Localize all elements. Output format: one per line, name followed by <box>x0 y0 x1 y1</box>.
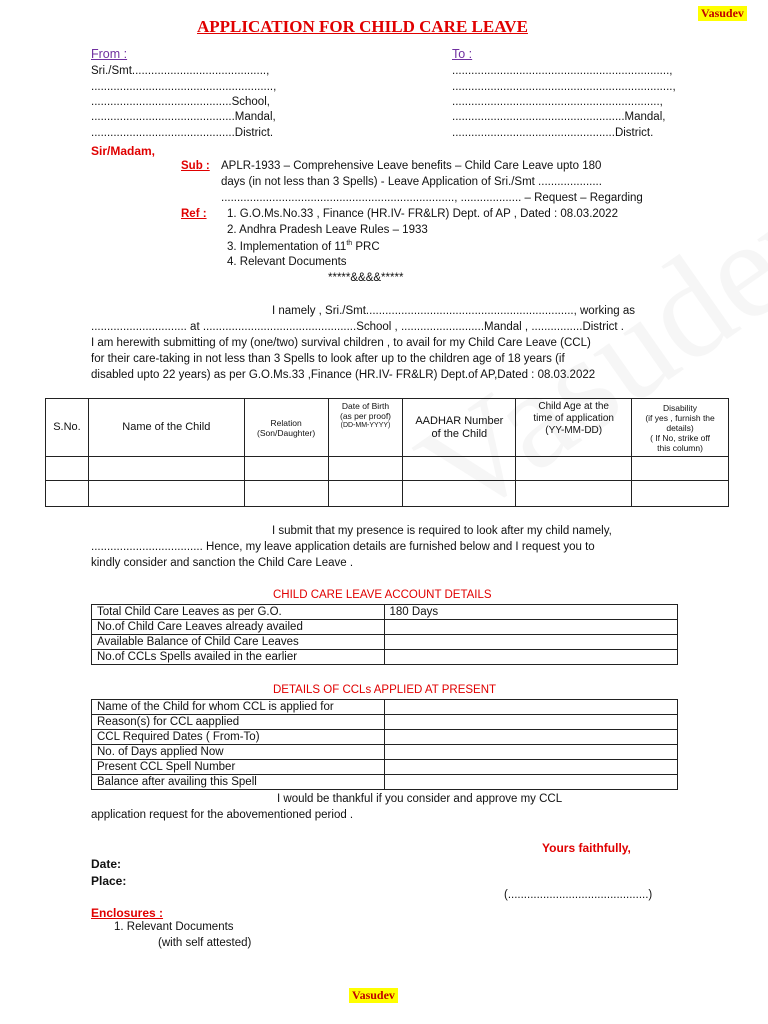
body-line: disabled upto 22 years) as per G.O.Ms.33 ,Finance (HR.IV- FR&LR) Dept.of AP,Dated : 08.03.2022 <box>91 369 596 381</box>
from-line: .............................................Mandal, <box>91 111 276 123</box>
row-label: Reason(s) for CCL aapplied <box>92 715 385 730</box>
header-child-name: Name of the Child <box>88 399 244 457</box>
table-cell[interactable] <box>632 481 729 507</box>
table-cell[interactable] <box>88 457 244 481</box>
header-text: AADHAR Number <box>415 414 504 427</box>
salutation: Sir/Madam, <box>91 144 156 158</box>
reference-item: 2. Andhra Pradesh Leave Rules – 1933 <box>227 224 428 236</box>
table-row <box>92 715 678 730</box>
table-cell[interactable] <box>403 481 516 507</box>
header-dob <box>328 399 403 457</box>
body-line: ................................... Hence, my leave application details are furnished below and I request you to <box>91 541 595 553</box>
reference-item <box>227 240 380 253</box>
row-value[interactable] <box>384 775 677 790</box>
table-cell[interactable] <box>328 457 403 481</box>
closing-line: application request for the abovementioned period . <box>91 809 354 821</box>
header-text: of the Child <box>431 427 488 440</box>
table-row <box>92 730 678 745</box>
table-row <box>92 775 678 790</box>
table-cell[interactable] <box>403 457 516 481</box>
header-text: Date of Birth <box>341 401 390 411</box>
row-value[interactable]: 180 Days <box>384 605 677 620</box>
row-value[interactable] <box>384 760 677 775</box>
signature-line: (............................................) <box>504 889 653 901</box>
body-line: for their care-taking in not less than 3 Spells to look after up to the children age of 18 years (if <box>91 353 565 365</box>
reference-item-text: 3. Implementation of 11 <box>227 240 347 253</box>
table-row <box>46 481 729 507</box>
from-line: ............................................School, <box>91 96 270 108</box>
row-label: Total Child Care Leaves as per G.O. <box>92 605 385 620</box>
table-row <box>92 620 678 635</box>
header-text: (Son/Daughter) <box>257 427 316 438</box>
reference-item: 1. G.O.Ms.No.33 , Finance (HR.IV- FR&LR) Dept. of AP , Dated : 08.03.2022 <box>227 208 618 220</box>
from-line: .............................................District. <box>91 127 274 139</box>
header-text: time of application <box>533 413 614 424</box>
body-line: .............................. at ................................................School , ..........................Mandal , ................District . <box>91 321 624 333</box>
row-value[interactable] <box>384 700 677 715</box>
table-cell[interactable] <box>516 457 632 481</box>
subject-line: APLR-1933 – Comprehensive Leave benefits – Child Care Leave upto 180 <box>221 160 602 172</box>
header-text: (if yes , furnish the <box>645 412 715 423</box>
date-label: Date: <box>91 857 122 871</box>
header-text: this column) <box>657 442 703 453</box>
table-cell[interactable] <box>88 481 244 507</box>
header-text: Child Age at the <box>538 401 609 412</box>
header-text: Disability <box>663 402 698 413</box>
row-label: Name of the Child for whom CCL is applied for <box>92 700 385 715</box>
row-label: CCL Required Dates ( From-To) <box>92 730 385 745</box>
reference-item-tail: PRC <box>352 240 380 253</box>
from-line: ........................................................., <box>91 81 277 93</box>
separator: *****&&&&***** <box>328 272 404 284</box>
table-row <box>92 605 678 620</box>
header-disability <box>632 399 729 457</box>
header-relation <box>244 399 328 457</box>
row-value[interactable] <box>384 745 677 760</box>
to-line: ................................................................., <box>452 96 663 108</box>
superscript: th <box>346 240 353 247</box>
header-text: (as per proof) <box>339 411 392 421</box>
to-line: ...................................................................., <box>452 65 673 77</box>
author-badge-bottom: Vasudev <box>349 988 398 1003</box>
row-label: No. of Days applied Now <box>92 745 385 760</box>
row-value[interactable] <box>384 620 677 635</box>
header-text: (YY-MM-DD) <box>545 425 603 436</box>
row-value[interactable] <box>384 635 677 650</box>
account-section-title: CHILD CARE LEAVE ACCOUNT DETAILS <box>273 589 492 601</box>
reference-item: 4. Relevant Documents <box>227 256 347 268</box>
row-label: No.of Child Care Leaves already availed <box>92 620 385 635</box>
subject-label: Sub : <box>181 160 210 172</box>
header-text: details) <box>666 422 694 433</box>
header-child-age <box>516 399 632 457</box>
account-table <box>91 604 678 665</box>
enclosure-note: (with self attested) <box>158 937 252 949</box>
table-cell[interactable] <box>328 481 403 507</box>
row-label: No.of CCLs Spells availed in the earlier <box>92 650 385 665</box>
table-cell[interactable] <box>632 457 729 481</box>
table-row <box>46 457 729 481</box>
to-line: ...................................................District. <box>452 127 654 139</box>
to-line: ......................................................Mandal, <box>452 111 666 123</box>
table-cell[interactable] <box>244 457 328 481</box>
row-label: Present CCL Spell Number <box>92 760 385 775</box>
header-text: Relation <box>270 417 302 428</box>
table-row <box>92 760 678 775</box>
body-line: kindly consider and sanction the Child Care Leave . <box>91 557 354 569</box>
row-value[interactable] <box>384 650 677 665</box>
body-line: I submit that my presence is required to look after my child namely, <box>272 525 612 537</box>
table-row <box>92 650 678 665</box>
header-aadhar <box>403 399 516 457</box>
enclosures-label: Enclosures : <box>91 906 164 920</box>
closing-line: I would be thankful if you consider and approve my CCL <box>277 793 563 805</box>
enclosure-item: 1. Relevant Documents <box>114 921 234 933</box>
from-line: Sri./Smt.........................................., <box>91 65 270 77</box>
row-label: Available Balance of Child Care Leaves <box>92 635 385 650</box>
children-table <box>45 398 729 507</box>
header-text: ( If No, strike off <box>650 432 710 443</box>
table-cell[interactable] <box>46 457 89 481</box>
present-section-title: DETAILS OF CCLs APPLIED AT PRESENT <box>273 684 497 696</box>
table-row <box>92 745 678 760</box>
table-row <box>92 700 678 715</box>
present-table <box>91 699 678 790</box>
row-label: Balance after availing this Spell <box>92 775 385 790</box>
header-text: (DD-MM-YYYY) <box>340 422 391 429</box>
page-title: APPLICATION FOR CHILD CARE LEAVE <box>197 17 528 36</box>
table-cell[interactable] <box>244 481 328 507</box>
table-cell[interactable] <box>516 481 632 507</box>
body-line: I am herewith submitting of my (one/two) survival children , to avail for my Child Care Leave (CCL) <box>91 337 591 349</box>
to-label: To : <box>452 47 473 61</box>
body-line: I namely , Sri./Smt................................................................., working as <box>272 305 635 317</box>
row-value[interactable] <box>384 730 677 745</box>
row-value[interactable] <box>384 715 677 730</box>
subject-line: ........................................................................., ................... – Request – Regarding <box>221 192 643 204</box>
place-label: Place: <box>91 874 127 888</box>
subject-line: days (in not less than 3 Spells) - Leave Application of Sri./Smt .................... <box>221 176 602 188</box>
author-badge-top: Vasudev <box>698 6 747 21</box>
table-cell[interactable] <box>46 481 89 507</box>
to-line: ....................................................................., <box>452 81 676 93</box>
header-sno: S.No. <box>46 399 89 457</box>
yours-faithfully: Yours faithfully, <box>542 841 631 855</box>
reference-label: Ref : <box>181 208 207 220</box>
from-label: From : <box>91 47 128 61</box>
table-row <box>92 635 678 650</box>
